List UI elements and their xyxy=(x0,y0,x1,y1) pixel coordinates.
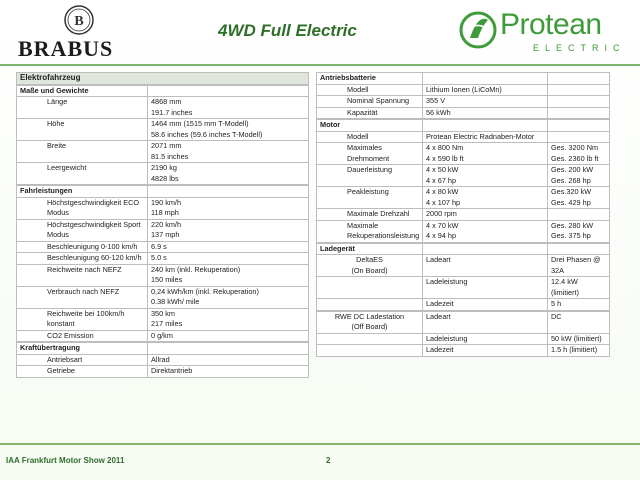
section-heading: Motor xyxy=(317,120,423,132)
empty-cell xyxy=(548,243,610,255)
spec-value: 2000 rpm xyxy=(423,209,548,221)
spec-label: Maximales Drehmoment xyxy=(317,143,423,165)
footer-divider xyxy=(0,443,640,445)
spec-value: Allrad xyxy=(148,354,309,366)
spec-total: 12.4 kW (limitiert) xyxy=(548,277,610,299)
spec-value: Ladeleistung xyxy=(423,277,548,299)
spec-label xyxy=(317,277,423,299)
table-row xyxy=(317,333,610,345)
spec-label xyxy=(317,333,423,345)
spec-label: Höchstgeschwindigkeit Sport Modus xyxy=(17,219,148,241)
spec-value: 6.9 s xyxy=(148,241,309,253)
table-row xyxy=(317,131,610,143)
spec-total: Ges. 280 kW Ges. 375 hp xyxy=(548,220,610,242)
table-row xyxy=(17,354,309,366)
table-row xyxy=(317,277,610,299)
spec-total xyxy=(548,209,610,221)
page-number: 2 xyxy=(326,456,331,465)
spec-value: 4 x 80 kW 4 x 107 hp xyxy=(423,187,548,209)
spec-value: 2190 kg 4828 lbs xyxy=(148,163,309,185)
spec-label: Beschleunigung 0-100 km/h xyxy=(17,241,148,253)
empty-cell xyxy=(148,85,309,97)
spec-label: Dauerleistung xyxy=(317,165,423,187)
spec-value: Ladeleistung xyxy=(423,333,548,345)
empty-cell xyxy=(423,243,548,255)
spec-value: 355 V xyxy=(423,96,548,108)
spec-value: 0,24 kWh/km (inkl. Rekuperation) 0.38 kWh/ mile xyxy=(148,286,309,308)
spec-label xyxy=(317,299,423,311)
empty-cell xyxy=(423,73,548,85)
vehicle-spec-table xyxy=(16,72,309,378)
spec-total: DC xyxy=(548,311,610,333)
spec-value: 190 km/h 118 mph xyxy=(148,197,309,219)
spec-total xyxy=(548,84,610,96)
spec-value: Ladeart xyxy=(423,255,548,277)
spec-total xyxy=(548,131,610,143)
page-title: 4WD Full Electric xyxy=(218,21,357,40)
drivetrain-spec-table xyxy=(316,72,610,357)
spec-label: Verbrauch nach NEFZ xyxy=(17,286,148,308)
spec-value: 0 g/km xyxy=(148,330,309,342)
spec-label: Reichweite bei 100km/h konstant xyxy=(17,308,148,330)
table-row xyxy=(317,187,610,209)
spec-total xyxy=(548,96,610,108)
table-row xyxy=(317,73,610,85)
spec-label: Antriebsart xyxy=(17,354,148,366)
section-heading: Antriebsbatterie xyxy=(317,73,423,85)
table-row xyxy=(17,264,309,286)
table-title: Elektrofahrzeug xyxy=(17,73,309,85)
table-row xyxy=(17,197,309,219)
empty-cell xyxy=(148,343,309,355)
footer-event-label: IAA Frankfurt Motor Show 2011 xyxy=(6,456,125,465)
spec-label: Höchstgeschwindigkeit ECO Modus xyxy=(17,197,148,219)
spec-value: 5.0 s xyxy=(148,253,309,265)
spec-label: DeltaES (On Board) xyxy=(317,255,423,277)
spec-value: Direktantrieb xyxy=(148,366,309,378)
spec-label: Höhe xyxy=(17,119,148,141)
spec-value: Ladezeit xyxy=(423,299,548,311)
table-row xyxy=(317,311,610,333)
spec-label: Kapazität xyxy=(317,107,423,119)
spec-total xyxy=(548,107,610,119)
table-row xyxy=(17,219,309,241)
spec-value: 220 km/h 137 mph xyxy=(148,219,309,241)
spec-label: Getriebe xyxy=(17,366,148,378)
section-heading: Ladegerät xyxy=(317,243,423,255)
spec-label xyxy=(317,345,423,357)
spec-label: Peakleistung xyxy=(317,187,423,209)
spec-label: Reichweite nach NEFZ xyxy=(17,264,148,286)
table-row xyxy=(317,299,610,311)
spec-label: Breite xyxy=(17,141,148,163)
spec-label: CO2 Emission xyxy=(17,330,148,342)
spec-value: Protean Electric Radnaben-Motor xyxy=(423,131,548,143)
spec-label: Modell xyxy=(317,131,423,143)
spec-value: 4 x 800 Nm 4 x 590 lb ft xyxy=(423,143,548,165)
table-row xyxy=(17,186,309,198)
table-row xyxy=(317,243,610,255)
table-row xyxy=(317,143,610,165)
table-row xyxy=(317,120,610,132)
spec-value: 1464 mm (1515 mm T-Modell) 58.6 inches (59.6 inches T-Modell) xyxy=(148,119,309,141)
table-row xyxy=(17,330,309,342)
section-heading: Fahrleistungen xyxy=(17,186,148,198)
table-row xyxy=(17,253,309,265)
spec-value: Lithium Ionen (LiCoMn) xyxy=(423,84,548,96)
spec-total: 5 h xyxy=(548,299,610,311)
header-divider xyxy=(0,64,640,66)
table-row xyxy=(317,220,610,242)
table-row xyxy=(317,255,610,277)
table-row xyxy=(17,141,309,163)
empty-cell xyxy=(548,73,610,85)
spec-total: Ges. 3200 Nm Ges. 2360 lb ft xyxy=(548,143,610,165)
table-row xyxy=(17,343,309,355)
spec-label: Modell xyxy=(317,84,423,96)
spec-total: 50 kW (limitiert) xyxy=(548,333,610,345)
protean-logo-subtext: ELECTRIC xyxy=(533,43,626,53)
brabus-logo-text: BRABUS xyxy=(18,36,114,61)
svg-text:B: B xyxy=(74,14,84,29)
spec-value: 4868 mm 191.7 inches xyxy=(148,97,309,119)
spec-value: 2071 mm 81.5 inches xyxy=(148,141,309,163)
table-title-row xyxy=(17,73,309,85)
spec-label: Länge xyxy=(17,97,148,119)
table-row xyxy=(317,209,610,221)
table-row xyxy=(17,366,309,378)
section-heading: Maße und Gewichte xyxy=(17,85,148,97)
spec-value: 56 kWh xyxy=(423,107,548,119)
spec-total: Drei Phasen @ 32A xyxy=(548,255,610,277)
spec-label: Maximale Drehzahl xyxy=(317,209,423,221)
empty-cell xyxy=(148,186,309,198)
table-row xyxy=(17,308,309,330)
empty-cell xyxy=(548,120,610,132)
spec-label: Maximale Rekuperationsleistung xyxy=(317,220,423,242)
table-row xyxy=(17,85,309,97)
table-row xyxy=(317,165,610,187)
spec-value: 4 x 50 kW 4 x 67 hp xyxy=(423,165,548,187)
table-row xyxy=(17,163,309,185)
table-row xyxy=(17,241,309,253)
section-heading: Kraftübertragung xyxy=(17,343,148,355)
brabus-seal-logo xyxy=(62,4,96,36)
table-row xyxy=(317,84,610,96)
table-row xyxy=(317,107,610,119)
spec-total: Ges.320 kW Ges. 429 hp xyxy=(548,187,610,209)
table-row xyxy=(17,97,309,119)
spec-value: 4 x 70 kW 4 x 94 hp xyxy=(423,220,548,242)
spec-value: Ladeart xyxy=(423,311,548,333)
spec-label: RWE DC Ladestation (Off Board) xyxy=(317,311,423,333)
spec-value: 240 km (inkl. Rekuperation) 150 miles xyxy=(148,264,309,286)
spec-value: 350 km 217 miles xyxy=(148,308,309,330)
spec-total: 1.5 h (limitiert) xyxy=(548,345,610,357)
spec-label: Beschleunigung 60-120 km/h xyxy=(17,253,148,265)
spec-label: Leergewicht xyxy=(17,163,148,185)
table-row xyxy=(17,286,309,308)
empty-cell xyxy=(423,120,548,132)
spec-total: Ges. 200 kW Ges. 268 hp xyxy=(548,165,610,187)
spec-label: Nominal Spannung xyxy=(317,96,423,108)
table-row xyxy=(317,345,610,357)
spec-value: Ladezeit xyxy=(423,345,548,357)
protean-logo-text: Protean xyxy=(500,8,602,41)
table-row xyxy=(317,96,610,108)
table-row xyxy=(17,119,309,141)
